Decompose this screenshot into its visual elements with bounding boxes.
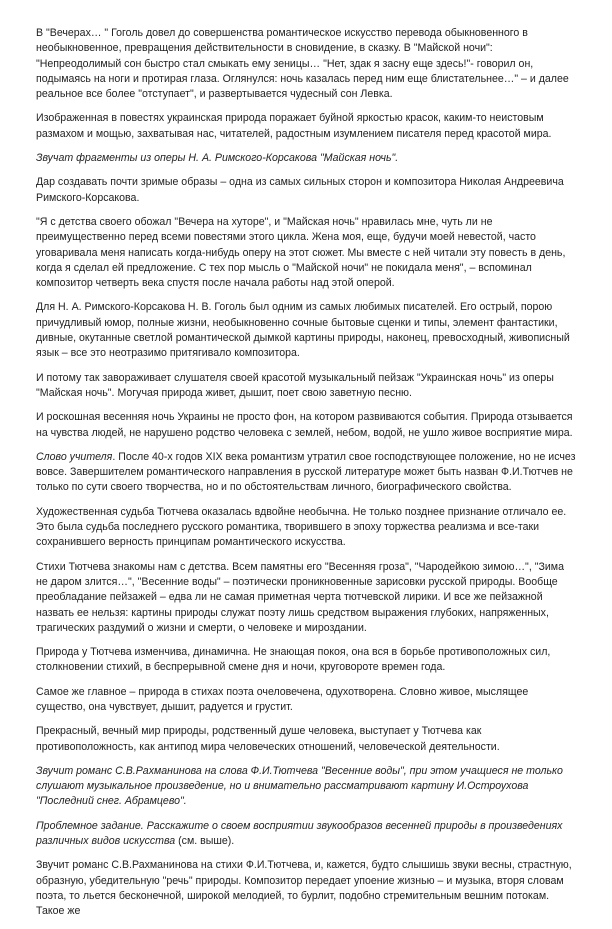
paragraph-4: Дар создавать почти зримые образы – одна из самых сильных сторон и композитора Николая Андреевича Римского-Корсакова.	[36, 176, 564, 204]
paragraph-7: И потому так завораживает слушателя своей красотой музыкальный пейзаж "Украинская ночь" из оперы "Майская ночь". Могучая природа живет, дышит, поет свою заветную песню.	[36, 371, 554, 399]
paragraph-17: Звучит романс С.В.Рахманинова на стихи Ф.И.Тютчева, и, кажется, будто слышишь звуки весны, страстную, образную, убедительную "речь" природы. Композитор передает упоение жизнью – и музыка, вторя словам поэта, то льется бесконечной, широкой мелодией, то бурлит, подобно стремительным вешним потокам. Такое же	[36, 859, 572, 918]
document-page	[36, 26, 576, 929]
paragraph-1: В "Вечерах… " Гоголь довел до совершенства романтическое искусство перевода обыкновенного в необыкновенное, превращения действительности в сновидение, в сказку. В "Майской ночи": "Непреодолимый сон быстро стал смыкать ему зеницы… "Нет, здак я засну еще здесь!"- говорил он, подымаясь на ноги и протирая глаза. Оглянулся: ночь казалась перед ним еще блистательнее…" – и далее реальное все более "отступает", и развертывается чудесный сон Левка.	[36, 27, 569, 101]
paragraph-8: И роскошная весенняя ночь Украины не просто фон, на котором развиваются события. Природа отзывается на чувства людей, не нарушено родство человека с землей, небом, водой, не ушло живое восприятие мира.	[36, 411, 573, 439]
paragraph-10: Художественная судьба Тютчева оказалась вдвойне необычна. Не только позднее признание отличало ее. Это была судьба последнего русского романтика, творившего в эпоху торжества реализма и все-таки сохранившего верность принципам романтического искусства.	[36, 505, 567, 549]
paragraph-15-italic: Звучит романс С.В.Рахманинова на слова Ф.И.Тютчева "Весенние воды", при этом учащиеся не только слушают музыкальное произведение, но и внимательно рассматривают картину И.Остроухова "Последний снег. Абрамцево".	[36, 764, 563, 808]
paragraph-2: Изображенная в повестях украинская природа поражает буйной яркостью красок, каким-то неистовым размахом и мощью, захватывая нас, читателей, радостным изумлением писателя перед красотой мира.	[36, 112, 552, 140]
paragraph-9: Слово учителя. После 40-х годов XIX века романтизм утратил свое господствующее положение, но не исчез вовсе. Завершителем романтического направления в русской литературе может быть назван Ф.И.Тютчев не только по сути своего творчества, но и по обстоятельствам личного, биографического свойства.	[36, 450, 576, 494]
paragraph-6: Для Н. А. Римского-Корсакова Н. В. Гоголь был одним из самых любимых писателей. Его острый, порою причудливый юмор, полные жизни, необыкновенно сочные бытовые сценки и типы, элемент фантастики, дивные, окутанные светлой романтической дымкой картины природы, наконец, превосходный, живописный язык – все это неотразимо притягивало композитора.	[36, 301, 570, 360]
paragraph-14: Прекрасный, вечный мир природы, родственный душе человека, выступает у Тютчева как противоположность, как антипод мира человеческих отношений, человеческой деятельности.	[36, 725, 500, 753]
paragraph-16: Проблемное задание. Расскажите о своем восприятии звукообразов весенней природы в произведениях различных видов искусства (см. выше).	[36, 819, 563, 848]
paragraph-3-italic: Звучат фрагменты из оперы Н. А. Римского-Корсакова "Майская ночь".	[36, 152, 399, 165]
paragraph-13: Самое же главное – природа в стихах поэта очеловечена, одухотворена. Словно живое, мыслящее существо, она чувствует, дышит, радуется и грустит.	[36, 685, 529, 713]
paragraph-11: Стихи Тютчева знакомы нам с детства. Всем памятны его "Весенняя гроза", "Чародейкою зимою…", "Зима не даром злится…", "Весенние воды" – поэтически проникновенные зарисовки русской природы. Вообще преобладание пейзажей – едва ли не самая приметная черта тютчевской лирики. И все же пейзажной назвать ее нельзя: картины природы служат поэту лишь средством выражения глубоких, напряженных, трагических раздумий о жизни и смерти, о человеке и мироздании.	[36, 560, 564, 634]
paragraph-5-quote: "Я с детства своего обожал "Вечера на хуторе", и "Майская ночь" нравилась мне, чуть ли не преимущественно перед всеми повестями этого цикла. Жена моя, еще, будучи моей невестой, часто уговаривала меня написать когда-нибудь оперу на этот сюжет. Мы вместе с ней читали эту повесть в день, когда я сделал ей предложение. С тех пор мысль о "Майской ночи" не покидала меня", – вспоминал композитор четверть века спустя после начала работы над этой оперой.	[36, 215, 566, 290]
paragraph-12: Природа у Тютчева изменчива, динамична. Не знающая покоя, она вся в борьбе противоположных сил, столкновении стихий, в беспрерывной смене дня и ночи, круговороте времен года.	[36, 646, 551, 674]
